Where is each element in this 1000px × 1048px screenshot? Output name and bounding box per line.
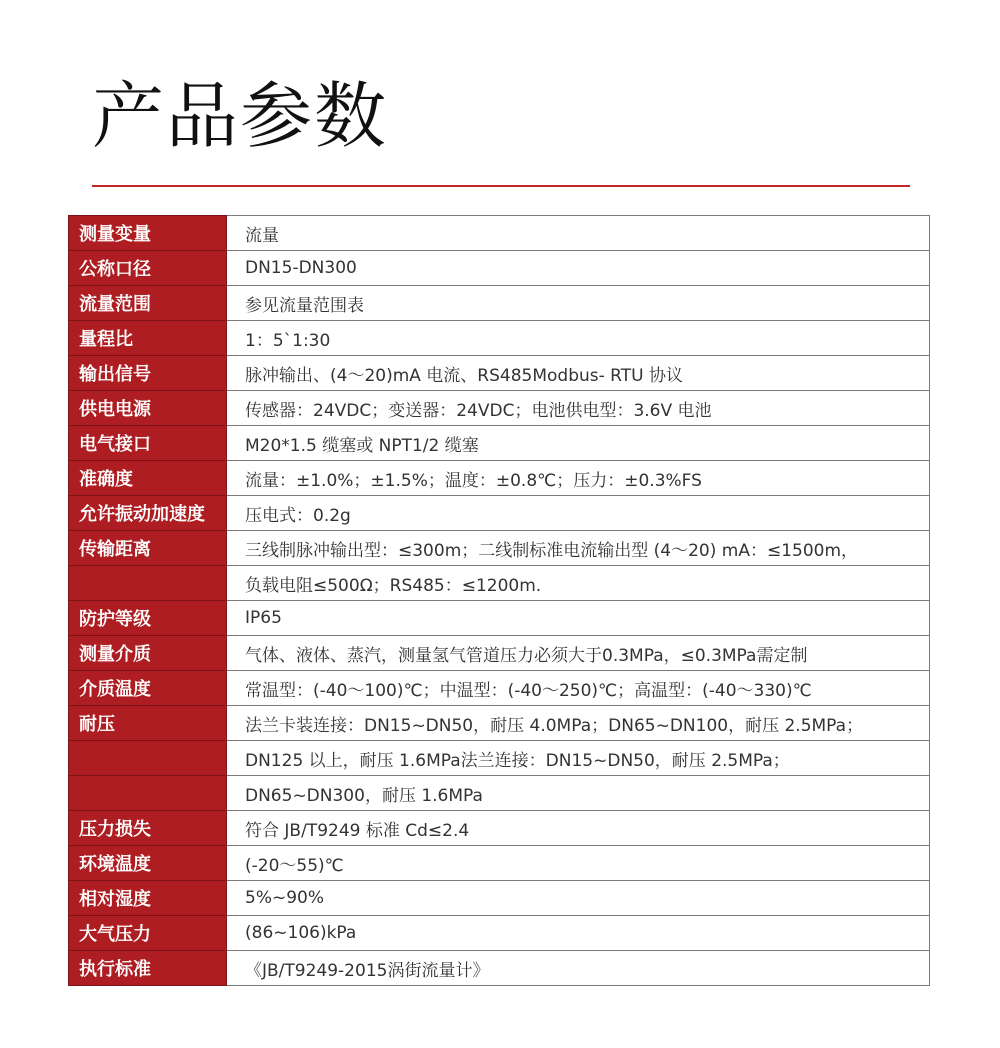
spec-row	[69, 531, 930, 566]
spec-row	[69, 916, 930, 951]
spec-label	[69, 776, 227, 811]
spec-row	[69, 216, 930, 251]
spec-value: 符合 JB/T9249 标准 Cd≤2.4	[227, 811, 930, 846]
spec-value: 负载电阻≤500Ω；RS485：≤1200m.	[227, 566, 930, 601]
spec-row	[69, 741, 930, 776]
spec-label: 供电电源	[69, 391, 227, 426]
spec-value: 《JB/T9249-2015涡街流量计》	[227, 951, 930, 986]
spec-label	[69, 566, 227, 601]
spec-row	[69, 776, 930, 811]
spec-row	[69, 461, 930, 496]
spec-label: 准确度	[69, 461, 227, 496]
spec-label: 环境温度	[69, 846, 227, 881]
spec-row	[69, 321, 930, 356]
spec-row	[69, 671, 930, 706]
spec-row	[69, 706, 930, 741]
spec-label: 执行标准	[69, 951, 227, 986]
spec-label: 传输距离	[69, 531, 227, 566]
spec-value: DN125 以上，耐压 1.6MPa法兰连接：DN15~DN50，耐压 2.5MPa；	[227, 741, 930, 776]
spec-row	[69, 951, 930, 986]
spec-value: 法兰卡装连接：DN15~DN50，耐压 4.0MPa；DN65~DN100，耐压 2.5MPa；	[227, 706, 930, 741]
spec-value: M20*1.5 缆塞或 NPT1/2 缆塞	[227, 426, 930, 461]
spec-label: 公称口径	[69, 251, 227, 286]
spec-label: 介质温度	[69, 671, 227, 706]
spec-row	[69, 811, 930, 846]
spec-value: (-20～55)℃	[227, 846, 930, 881]
spec-row	[69, 496, 930, 531]
spec-value: 1：5`1:30	[227, 321, 930, 356]
spec-row	[69, 356, 930, 391]
spec-row	[69, 286, 930, 321]
spec-value: 气体、液体、蒸汽，测量氢气管道压力必须大于0.3MPa，≤0.3MPa需定制	[227, 636, 930, 671]
spec-value: 压电式：0.2g	[227, 496, 930, 531]
spec-label: 测量介质	[69, 636, 227, 671]
spec-label: 流量范围	[69, 286, 227, 321]
spec-label: 相对湿度	[69, 881, 227, 916]
spec-value: 流量	[227, 216, 930, 251]
spec-value: (86~106)kPa	[227, 916, 930, 951]
spec-label	[69, 741, 227, 776]
spec-value: 参见流量范围表	[227, 286, 930, 321]
spec-value: 流量：±1.0%；±1.5%；温度：±0.8℃；压力：±0.3%FS	[227, 461, 930, 496]
spec-label: 大气压力	[69, 916, 227, 951]
spec-label: 量程比	[69, 321, 227, 356]
title-divider	[92, 185, 910, 187]
spec-label: 输出信号	[69, 356, 227, 391]
spec-label: 耐压	[69, 706, 227, 741]
spec-label: 压力损失	[69, 811, 227, 846]
page-title: 产品参数	[92, 74, 389, 158]
spec-table-body	[69, 216, 930, 986]
spec-value: DN65~DN300，耐压 1.6MPa	[227, 776, 930, 811]
spec-row	[69, 636, 930, 671]
spec-value: 三线制脉冲输出型：≤300m；二线制标准电流输出型 (4～20) mA：≤1500m，	[227, 531, 930, 566]
spec-label: 电气接口	[69, 426, 227, 461]
spec-value: 脉冲输出、(4～20)mA 电流、RS485Modbus- RTU 协议	[227, 356, 930, 391]
spec-row	[69, 601, 930, 636]
spec-label: 防护等级	[69, 601, 227, 636]
spec-row	[69, 426, 930, 461]
spec-label: 允许振动加速度	[69, 496, 227, 531]
spec-value: 5%~90%	[227, 881, 930, 916]
spec-label: 测量变量	[69, 216, 227, 251]
spec-value: 常温型：(-40～100)℃；中温型：(-40～250)℃；高温型：(-40～330)℃	[227, 671, 930, 706]
spec-value: 传感器：24VDC；变送器：24VDC；电池供电型：3.6V 电池	[227, 391, 930, 426]
spec-row	[69, 566, 930, 601]
spec-value: IP65	[227, 601, 930, 636]
spec-row	[69, 846, 930, 881]
spec-table	[68, 215, 930, 986]
spec-row	[69, 251, 930, 286]
spec-row	[69, 881, 930, 916]
spec-row	[69, 391, 930, 426]
spec-value: DN15-DN300	[227, 251, 930, 286]
